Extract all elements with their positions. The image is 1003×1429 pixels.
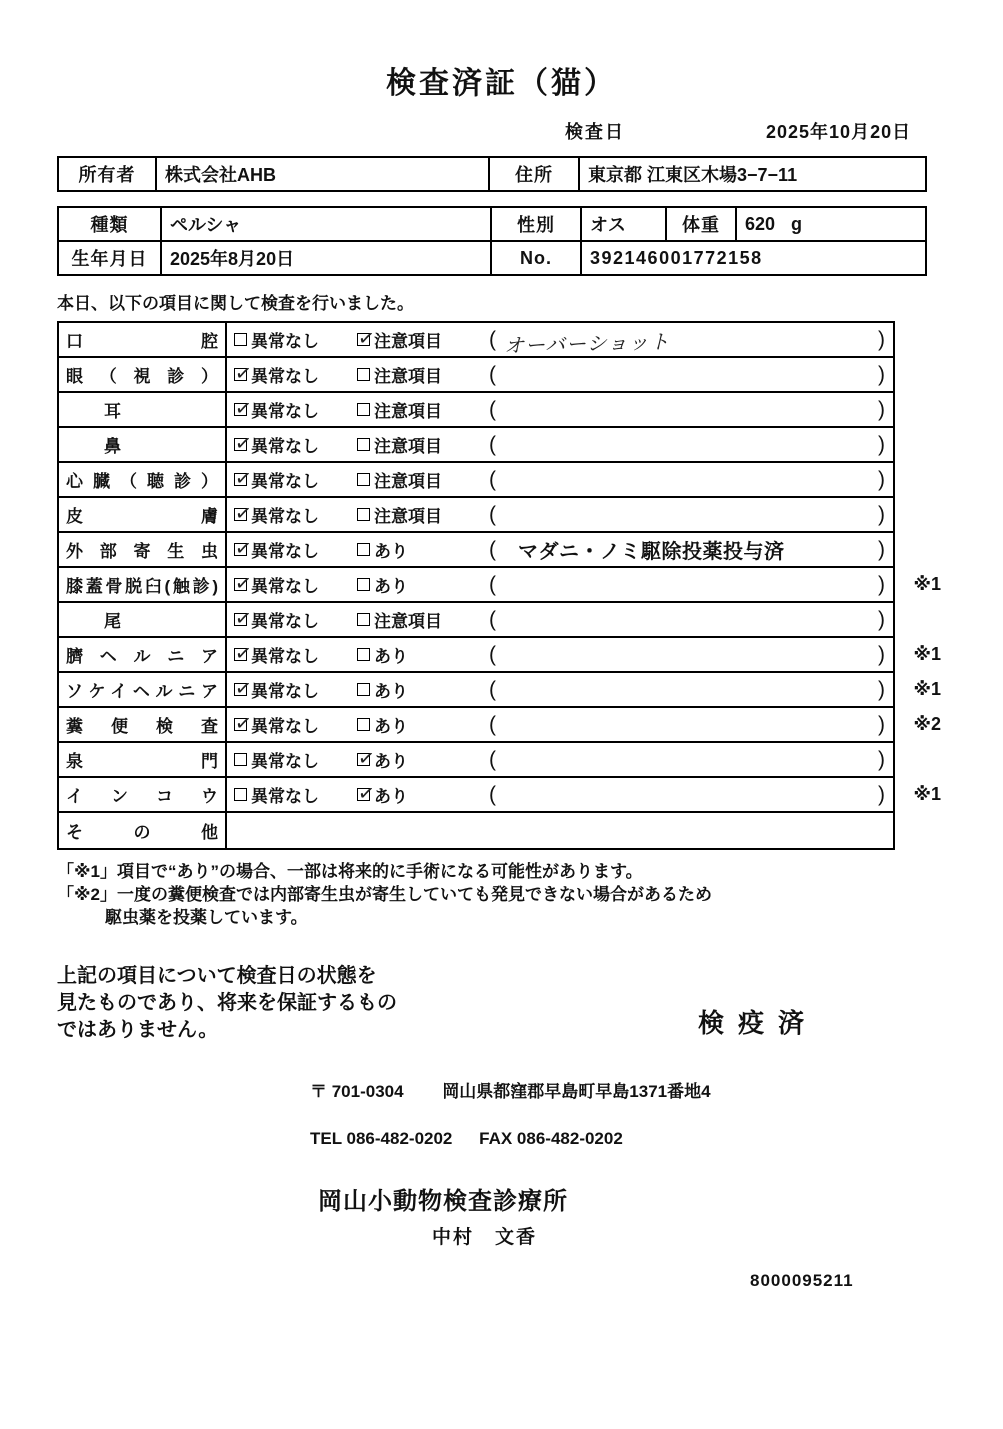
option-label: あり: [374, 717, 408, 736]
remarks-field: [489, 783, 893, 807]
option-no-abnormality: [227, 362, 357, 387]
item-result: [227, 708, 893, 741]
checkbox-icon[interactable]: [357, 718, 370, 731]
item-name-cell: [59, 743, 227, 776]
paren-open-icon: (: [489, 502, 496, 526]
checkbox-icon[interactable]: [234, 683, 247, 696]
option-label: 異常なし: [251, 647, 319, 666]
item-name: インコウ: [66, 787, 218, 806]
check-row: [59, 708, 941, 743]
checkbox-icon[interactable]: [357, 543, 370, 556]
item-name: 膝蓋骨脱臼(触診): [66, 577, 218, 596]
item-name: 耳: [104, 402, 121, 421]
item-name-cell: [59, 358, 227, 391]
intro-text: 本日、以下の項目に関して検査を行いました。: [57, 294, 414, 313]
owner-address-label: 住所: [489, 157, 579, 191]
paren-open-icon: (: [489, 362, 496, 386]
no-value: 392146001772158: [581, 241, 926, 275]
item-name-cell: [59, 778, 227, 811]
option-label: 異常なし: [251, 367, 319, 386]
paren-open-icon: (: [489, 607, 496, 631]
paren-open-icon: (: [489, 397, 496, 421]
option-no-abnormality: [227, 642, 357, 667]
check-row: [59, 813, 893, 848]
option-no-abnormality: [227, 502, 357, 527]
remarks-field: [489, 748, 893, 772]
page-title: 検査済証（猫）: [386, 67, 617, 100]
check-row: [59, 393, 893, 428]
paren-close-icon: ): [878, 572, 885, 596]
item-result: [227, 638, 893, 671]
option-attention: [357, 327, 489, 352]
checkbox-icon[interactable]: [357, 753, 370, 766]
checkbox-icon[interactable]: [357, 403, 370, 416]
checkbox-icon[interactable]: [234, 718, 247, 731]
closing-section: [0, 963, 1003, 1055]
weight-unit: g: [791, 213, 803, 234]
checkbox-icon[interactable]: [234, 438, 247, 451]
inspection-date-line: [0, 116, 1003, 144]
item-name: 鼻: [104, 437, 121, 456]
option-label: あり: [374, 682, 408, 701]
sex-label: 性別: [491, 207, 581, 241]
check-row: [59, 463, 893, 498]
option-no-abnormality: [227, 327, 357, 352]
footnote-mark: ※2: [913, 714, 941, 734]
item-name-cell: [59, 568, 227, 601]
item-name-cell: [59, 463, 227, 496]
option-no-abnormality: [227, 607, 357, 632]
item-result: [227, 673, 893, 706]
option-attention: [357, 432, 489, 457]
check-row: [59, 428, 893, 463]
quarantine-stamp: 検疫済: [698, 1008, 819, 1038]
option-label: 注意項目: [374, 437, 442, 456]
check-table: [57, 321, 941, 850]
owner-address-value: 東京都 江東区木場3−7−11: [579, 157, 926, 191]
item-name-cell: [59, 813, 227, 848]
pet-table: [57, 206, 927, 276]
checkbox-icon[interactable]: [357, 613, 370, 626]
inspection-date-label: 検査日: [565, 122, 625, 142]
clinic-name: 岡山小動物検査診療所: [318, 1188, 568, 1215]
paren-close-icon: ): [878, 782, 885, 806]
option-attention: [357, 747, 489, 772]
inspection-date-value: 2025年10月20日: [766, 122, 912, 142]
option-attention: [357, 677, 489, 702]
option-label: 異常なし: [251, 437, 319, 456]
pet-row-2: [58, 241, 926, 275]
paren-open-icon: (: [489, 327, 496, 351]
item-result: [227, 463, 893, 496]
weight-cell: [736, 207, 926, 241]
option-attention: [357, 782, 489, 807]
item-name: 泉門: [66, 752, 218, 771]
remarks-field: [489, 468, 893, 492]
item-result: [227, 778, 893, 811]
option-no-abnormality: [227, 782, 357, 807]
check-row: [59, 673, 941, 708]
item-name: 糞便検査: [66, 717, 218, 736]
clinic-tel: TEL 086-482-0202: [310, 1129, 453, 1148]
option-no-abnormality: [227, 397, 357, 422]
checkbox-icon[interactable]: [357, 438, 370, 451]
item-result: [227, 323, 893, 356]
option-label: あり: [374, 787, 408, 806]
checkbox-icon[interactable]: [357, 508, 370, 521]
checkbox-icon[interactable]: [234, 648, 247, 661]
paren-close-icon: ): [878, 747, 885, 771]
option-label: 注意項目: [374, 332, 442, 351]
owner-row: [58, 157, 926, 191]
disclaimer-line-3: ではありません。: [57, 1019, 219, 1041]
checkbox-icon[interactable]: [234, 403, 247, 416]
checkbox-icon[interactable]: [234, 578, 247, 591]
paren-close-icon: ): [878, 397, 885, 421]
weight-value: 620: [745, 213, 776, 234]
remarks-field: [489, 678, 893, 702]
option-label: 異常なし: [251, 472, 319, 491]
item-name: 尾: [104, 612, 121, 631]
option-no-abnormality: [227, 747, 357, 772]
paren-open-icon: (: [489, 677, 496, 701]
item-name: 皮膚: [66, 507, 218, 526]
checkbox-icon[interactable]: [234, 753, 247, 766]
disclaimer-line-1: 上記の項目について検査日の状態を: [57, 965, 377, 987]
option-label: あり: [374, 647, 408, 666]
item-name-cell: [59, 393, 227, 426]
option-attention: [357, 642, 489, 667]
item-result: [227, 533, 893, 566]
option-label: 異常なし: [251, 612, 319, 631]
clinic-address: 岡山県都窪郡早島町早島1371番地4: [442, 1082, 711, 1101]
remarks-field: [489, 573, 893, 597]
item-name-cell: [59, 533, 227, 566]
option-no-abnormality: [227, 432, 357, 457]
option-attention: [357, 362, 489, 387]
option-no-abnormality: [227, 467, 357, 492]
disclaimer: [57, 963, 1003, 1044]
option-no-abnormality: [227, 677, 357, 702]
option-label: 異常なし: [251, 402, 319, 421]
check-row: [59, 323, 893, 358]
checkbox-icon[interactable]: [234, 613, 247, 626]
option-no-abnormality: [227, 572, 357, 597]
checkbox-icon[interactable]: [234, 368, 247, 381]
disclaimer-line-2: 見たものであり、将来を保証するもの: [57, 992, 397, 1014]
check-row: [59, 638, 941, 673]
paren-close-icon: ): [878, 362, 885, 386]
remarks-field: [489, 398, 893, 422]
option-attention: [357, 467, 489, 492]
breed-label: 種類: [58, 207, 161, 241]
checkbox-icon[interactable]: [357, 648, 370, 661]
item-result: [227, 358, 893, 391]
birth-value: 2025年8月20日: [161, 241, 491, 275]
breed-value: ペルシャ: [161, 207, 491, 241]
no-label: No.: [491, 241, 581, 275]
item-name: ソケイヘルニア: [66, 682, 218, 701]
owner-table: [57, 156, 927, 192]
item-name: その他: [66, 823, 218, 842]
item-name-cell: [59, 708, 227, 741]
owner-name: 株式会社AHB: [156, 157, 489, 191]
footnote-1: 「※1」項目で“あり”の場合、一部は将来的に手術になる可能性があります。: [57, 862, 643, 881]
option-label: 注意項目: [374, 367, 442, 386]
checkbox-icon[interactable]: [234, 543, 247, 556]
paren-close-icon: ): [878, 327, 885, 351]
footnote-mark: ※1: [913, 679, 941, 699]
footnote-2: 「※2」一度の糞便検査では内部寄生虫が寄生していても発見できない場合があるため: [57, 885, 712, 904]
clinic-postal-line: [310, 1077, 1003, 1102]
paren-close-icon: ): [878, 537, 885, 561]
option-attention: [357, 607, 489, 632]
remarks-field: [489, 363, 893, 387]
checkbox-icon[interactable]: [234, 333, 247, 346]
checkbox-icon[interactable]: [234, 788, 247, 801]
checkbox-icon[interactable]: [357, 683, 370, 696]
option-label: 異常なし: [251, 752, 319, 771]
remarks-field: [489, 608, 893, 632]
remarks-field: [489, 503, 893, 527]
check-row: [59, 743, 893, 778]
item-result: [227, 498, 893, 531]
check-row: [59, 603, 893, 638]
option-label: 異常なし: [251, 507, 319, 526]
owner-label: 所有者: [58, 157, 156, 191]
clinic-tel-line: [310, 1129, 1003, 1149]
veterinarian-name: 中村 文香: [432, 1227, 538, 1248]
paren-open-icon: (: [489, 712, 496, 736]
option-label: 異常なし: [251, 542, 319, 561]
paren-open-icon: (: [489, 642, 496, 666]
option-label: 注意項目: [374, 612, 442, 631]
remark-text: マダニ・ノミ駆除投薬投与済: [518, 541, 785, 563]
remarks-field: [489, 433, 893, 457]
item-name: 心臓（聴診）: [66, 472, 218, 491]
paren-open-icon: (: [489, 572, 496, 596]
serial-number: 8000095211: [750, 1271, 854, 1290]
item-name-cell: [59, 673, 227, 706]
paren-close-icon: ): [878, 712, 885, 736]
paren-open-icon: (: [489, 467, 496, 491]
paren-close-icon: ): [878, 642, 885, 666]
option-label: あり: [374, 577, 408, 596]
postal-code: 〒 701-0304: [310, 1082, 404, 1101]
sex-value: オス: [581, 207, 666, 241]
paren-close-icon: ): [878, 502, 885, 526]
option-attention: [357, 537, 489, 562]
checkbox-icon[interactable]: [234, 508, 247, 521]
paren-open-icon: (: [489, 432, 496, 456]
item-result: [227, 813, 893, 848]
option-attention: [357, 502, 489, 527]
paren-close-icon: ): [878, 607, 885, 631]
remarks-field: [489, 325, 893, 358]
check-row: [59, 568, 941, 603]
option-attention: [357, 397, 489, 422]
item-result: [227, 568, 893, 601]
checkbox-icon[interactable]: [357, 368, 370, 381]
pet-row-1: [58, 207, 926, 241]
item-result: [227, 743, 893, 776]
option-label: 異常なし: [251, 682, 319, 701]
paren-open-icon: (: [489, 537, 496, 561]
check-row: [59, 778, 941, 813]
option-label: 異常なし: [251, 332, 319, 351]
paren-open-icon: (: [489, 747, 496, 771]
check-row: [59, 533, 893, 568]
remarks-field: [489, 535, 893, 564]
footnotes: [57, 860, 1003, 929]
item-name-cell: [59, 603, 227, 636]
item-name: 口腔: [66, 332, 218, 351]
item-result: [227, 393, 893, 426]
option-label: 異常なし: [251, 577, 319, 596]
item-name-cell: [59, 428, 227, 461]
item-name-cell: [59, 323, 227, 356]
option-attention: [357, 712, 489, 737]
paren-close-icon: ): [878, 432, 885, 456]
option-label: 注意項目: [374, 472, 442, 491]
option-label: あり: [374, 542, 408, 561]
footnote-mark: ※1: [913, 644, 941, 664]
item-name: 眼（視診）: [66, 367, 218, 386]
remarks-field: [489, 643, 893, 667]
birth-label: 生年月日: [58, 241, 161, 275]
paren-close-icon: ): [878, 467, 885, 491]
option-attention: [357, 572, 489, 597]
check-row: [59, 358, 893, 393]
item-name-cell: [59, 638, 227, 671]
option-label: あり: [374, 752, 408, 771]
checkbox-icon[interactable]: [357, 578, 370, 591]
remarks-field: [489, 713, 893, 737]
item-name: 臍ヘルニア: [66, 647, 218, 666]
checkbox-icon[interactable]: [357, 473, 370, 486]
footnote-mark: ※1: [913, 784, 941, 804]
weight-label: 体重: [666, 207, 736, 241]
option-no-abnormality: [227, 537, 357, 562]
option-no-abnormality: [227, 712, 357, 737]
checkbox-icon[interactable]: [357, 333, 370, 346]
paren-close-icon: ): [878, 677, 885, 701]
option-label: 注意項目: [374, 402, 442, 421]
paren-open-icon: (: [489, 782, 496, 806]
item-name: 外部寄生虫: [66, 542, 218, 561]
footnote-mark: ※1: [913, 574, 941, 594]
option-label: 異常なし: [251, 787, 319, 806]
footnote-2-continuation: 駆虫薬を投薬しています。: [105, 908, 308, 927]
item-result: [227, 603, 893, 636]
item-name-cell: [59, 498, 227, 531]
remark-text: オーバーショット: [503, 331, 671, 358]
checkbox-icon[interactable]: [357, 788, 370, 801]
option-label: 異常なし: [251, 717, 319, 736]
check-row: [59, 498, 893, 533]
clinic-fax: FAX 086-482-0202: [479, 1129, 623, 1148]
item-result: [227, 428, 893, 461]
option-label: 注意項目: [374, 507, 442, 526]
checkbox-icon[interactable]: [234, 473, 247, 486]
